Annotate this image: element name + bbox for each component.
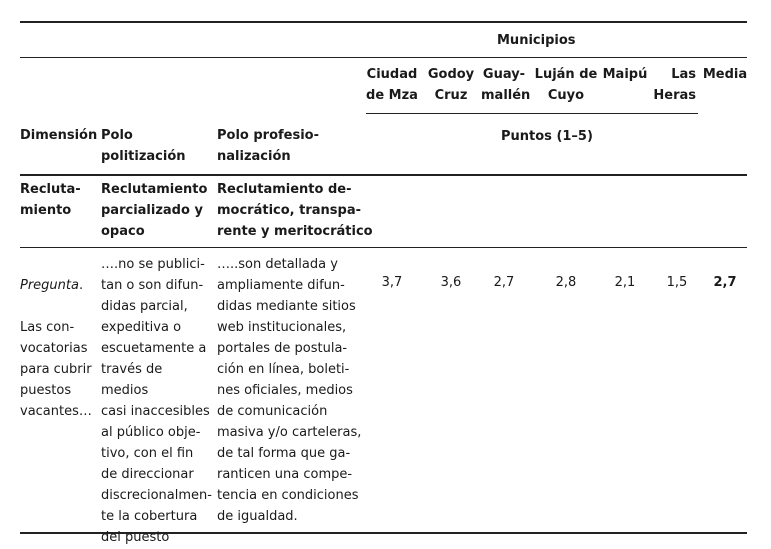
municipios-header: Municipios	[497, 33, 576, 48]
municipality-line1: Godoy	[427, 67, 475, 82]
section-line: Reclutamiento	[101, 182, 208, 197]
score-godoy-cruz: 3,6	[440, 275, 462, 290]
polo-politizacion-text: ….no se publici- tan o son difun- didas parcial, expeditiva o escuetamente a través de medios casi inaccesibles al público obje- tivo, con el fin de direccionar discrecionalmen- te la cobertura del puesto	[101, 257, 212, 545]
municipality-header	[602, 64, 648, 85]
header-bottom-rule	[20, 174, 747, 176]
pregunta-label: Pregunta	[20, 278, 79, 293]
score-lujan-de-cuyo: 2,8	[555, 275, 577, 290]
section-line: Reclutamiento de-	[217, 182, 352, 197]
municipality-line2: Heras	[653, 88, 696, 103]
question-text: Las con- vocatorias para cubrir puestos vacantes…	[20, 320, 92, 419]
header-line: nalización	[217, 149, 291, 164]
section-line: opaco	[101, 224, 145, 239]
municipality-line1: Media	[702, 67, 748, 82]
section-line: rente y meritocrático	[217, 224, 373, 239]
municipality-line2: de Mza	[366, 88, 418, 103]
municipality-line2: Cruz	[434, 88, 468, 103]
municipality-line1: Las	[671, 67, 696, 82]
municipality-line1: Maipú	[602, 67, 648, 82]
polo-profesionalizacion-header	[217, 125, 319, 167]
question-cell	[20, 254, 98, 443]
pregunta-punct: .	[78, 278, 84, 293]
section-polo-politizacion	[101, 179, 207, 242]
section-line: miento	[20, 203, 72, 218]
municipios-rule	[20, 57, 747, 58]
municipality-line2: mallén	[481, 88, 531, 103]
municipalities-underline	[366, 113, 698, 114]
section-line: Recluta-	[20, 182, 81, 197]
municipality-line2: Cuyo	[547, 88, 585, 103]
section-line: parcializado y	[101, 203, 203, 218]
score-maipu: 2,1	[614, 275, 636, 290]
header-line: Polo	[101, 128, 133, 143]
section-polo-profesionalizacion	[217, 179, 373, 242]
municipality-line1: Luján de	[534, 67, 598, 82]
score-las-heras: 1,5	[666, 275, 688, 290]
municipality-header	[534, 64, 598, 106]
top-rule	[20, 21, 747, 23]
municipality-header	[427, 64, 475, 106]
header-line: Polo profesio-	[217, 128, 320, 143]
municipality-header	[652, 64, 696, 106]
score-guaymallen: 2,7	[493, 275, 515, 290]
score-media: 2,7	[713, 275, 737, 290]
municipality-line1: Ciudad	[366, 67, 418, 82]
section-rule	[20, 247, 747, 248]
pregunta-line	[20, 275, 98, 296]
polo-politizacion-header	[101, 125, 186, 167]
polo-profesionalizacion-text: …..son detallada y ampliamente difun- didas mediante sitios web institucionales, portales de postula- ción en línea, boleti- nes oficiales, medios de comunicación masiva y/o carteleras, de tal forma que ga- ranticen una compe- tencia en condiciones de igualdad.	[217, 257, 362, 524]
dimension-header: Dimensión	[20, 128, 98, 143]
puntos-header: Puntos (1–5)	[501, 129, 593, 144]
municipality-header	[481, 64, 531, 106]
section-dimension	[20, 179, 81, 221]
media-header	[702, 64, 748, 85]
municipality-header	[366, 64, 418, 106]
section-line: mocrático, transpa-	[217, 203, 362, 218]
header-line: politización	[101, 149, 186, 164]
score-ciudad-de-mza: 3,7	[381, 275, 403, 290]
municipality-line1: Guay-	[482, 67, 526, 82]
